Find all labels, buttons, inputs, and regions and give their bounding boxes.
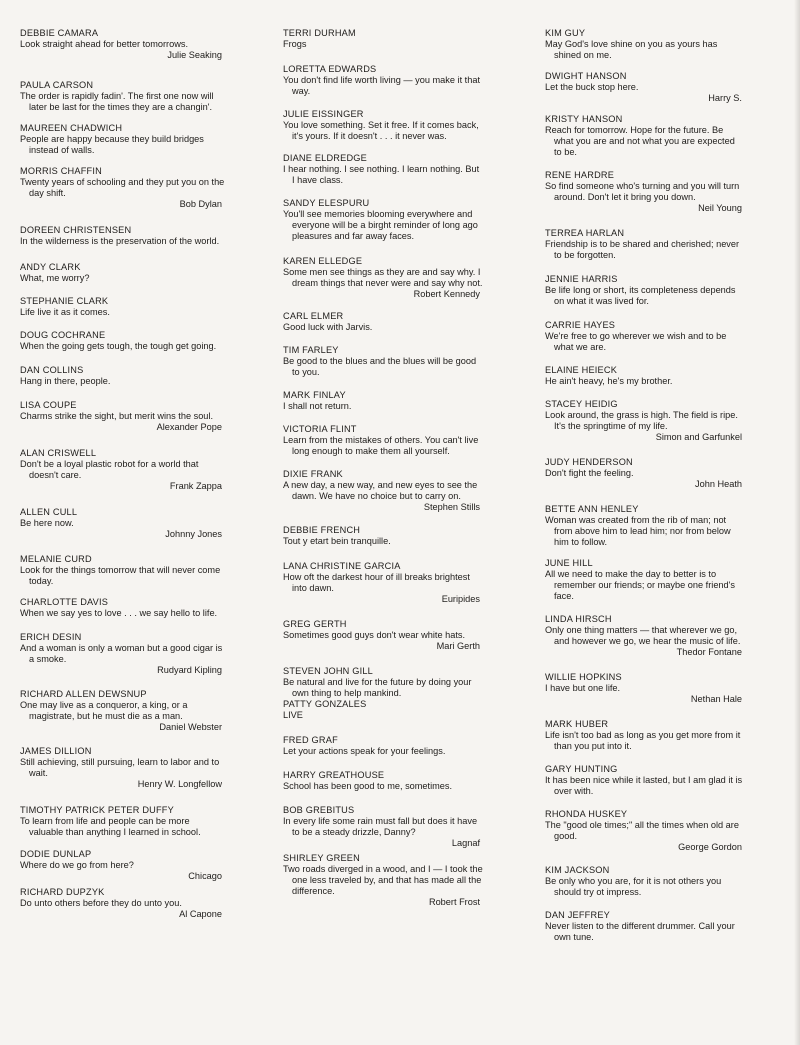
quote-author: Rudyard Kipling bbox=[157, 665, 222, 675]
senior-entry bbox=[545, 865, 745, 898]
student-name: MORRIS CHAFFIN bbox=[20, 166, 102, 176]
student-name: DODIE DUNLAP bbox=[20, 849, 92, 859]
senior-quote: People are happy because they build bridges instead of walls. bbox=[20, 134, 204, 155]
senior-entry bbox=[545, 809, 745, 853]
senior-quote: Life live it as it comes. bbox=[20, 307, 110, 317]
senior-entry bbox=[20, 448, 225, 492]
senior-quote: Sometimes good guys don't wear white hats. bbox=[283, 630, 466, 640]
student-name: JULIE EISSINGER bbox=[283, 109, 364, 119]
quote-author: Frank Zappa bbox=[169, 481, 222, 491]
senior-entry bbox=[545, 274, 745, 307]
student-name: LINDA HIRSCH bbox=[545, 614, 612, 624]
student-name: CARL ELMER bbox=[283, 311, 344, 321]
senior-entry bbox=[545, 228, 745, 261]
senior-quote: You don't find life worth living — you make it that way. bbox=[283, 75, 481, 96]
quote-author: Robert Kennedy bbox=[413, 289, 480, 299]
senior-quote: When we say yes to love . . . we say hello to life. bbox=[20, 608, 218, 618]
senior-entry bbox=[20, 554, 225, 587]
senior-entry bbox=[545, 114, 745, 158]
student-name: DIANE ELDREDGE bbox=[283, 153, 367, 163]
quote-author: Euripides bbox=[441, 594, 480, 604]
senior-quote: Two roads diverged in a wood, and I — I took the one less traveled by, and that has made all the difference. bbox=[283, 864, 483, 896]
student-name: MARK HUBER bbox=[545, 719, 609, 729]
student-name: JENNIE HARRIS bbox=[545, 274, 618, 284]
senior-quote: I have but one life. bbox=[545, 683, 621, 693]
senior-quote: Be here now. bbox=[20, 518, 74, 528]
student-name: KIM JACKSON bbox=[545, 865, 610, 875]
student-name: JUNE HILL bbox=[545, 558, 593, 568]
senior-entry bbox=[20, 330, 225, 352]
student-name: STACEY HEIDIG bbox=[545, 399, 618, 409]
student-name: RICHARD DUPZYK bbox=[20, 887, 105, 897]
student-name: TERREA HARLAN bbox=[545, 228, 625, 238]
senior-quote: The "good ole times;" all the times when old are good. bbox=[545, 820, 739, 841]
senior-quote: Twenty years of schooling and they put you on the day shift. bbox=[20, 177, 225, 198]
senior-entry bbox=[283, 64, 483, 97]
student-name: WILLIE HOPKINS bbox=[545, 672, 622, 682]
senior-entry bbox=[545, 672, 745, 705]
senior-entry bbox=[283, 619, 483, 652]
senior-entry bbox=[20, 849, 225, 882]
student-name: STEPHANIE CLARK bbox=[20, 296, 109, 306]
senior-entry bbox=[283, 770, 483, 792]
student-name: HARRY GREATHOUSE bbox=[283, 770, 385, 780]
senior-quote: Some men see things as they are and say why. I dream things that never were and say why not. bbox=[283, 267, 483, 288]
senior-entry bbox=[545, 614, 745, 658]
quote-author: Alexander Pope bbox=[156, 422, 222, 432]
senior-quote: All we need to make the day to better is to remember our friends; or maybe one friend's face. bbox=[545, 569, 735, 601]
senior-entry bbox=[283, 525, 483, 547]
senior-entry bbox=[283, 390, 483, 412]
senior-quote: May God's love shine on you as yours has shined on me. bbox=[545, 39, 718, 60]
senior-quote: Look around, the grass is high. The field is ripe. It's the springtime of my life. bbox=[545, 410, 738, 431]
senior-entry bbox=[283, 561, 483, 605]
column-1 bbox=[20, 28, 225, 920]
senior-entry bbox=[545, 558, 745, 602]
senior-entry bbox=[283, 735, 483, 757]
student-name: KAREN ELLEDGE bbox=[283, 256, 363, 266]
senior-entry bbox=[20, 805, 225, 838]
student-name: PATTY GONZALES bbox=[283, 699, 367, 709]
senior-entry bbox=[545, 504, 745, 548]
quote-author: Neil Young bbox=[698, 203, 742, 213]
senior-quote: Reach for tomorrow. Hope for the future. Be what you are and not what you are expected to be. bbox=[545, 125, 735, 157]
senior-quote: In the wilderness is the preservation of the world. bbox=[20, 236, 220, 246]
quote-author: Simon and Garfunkel bbox=[655, 432, 742, 442]
senior-quote: You love something. Set it free. If it comes back, it's yours. If it doesn't . . . it never was. bbox=[283, 120, 479, 141]
senior-entry bbox=[20, 225, 225, 247]
quote-author: Johnny Jones bbox=[165, 529, 222, 539]
senior-quote: It has been nice while it lasted, but I am glad it is over with. bbox=[545, 775, 743, 796]
student-name: DIXIE FRANK bbox=[283, 469, 343, 479]
student-name: RENE HARDRE bbox=[545, 170, 615, 180]
student-name: TIMOTHY PATRICK PETER DUFFY bbox=[20, 805, 174, 815]
senior-entry bbox=[545, 399, 745, 443]
senior-entry bbox=[545, 457, 745, 490]
senior-quote: Learn from the mistakes of others. You can't live long enough to make them all yourself. bbox=[283, 435, 479, 456]
senior-quote: We're free to go wherever we wish and to be what we are. bbox=[545, 331, 727, 352]
student-name: LORETTA EDWARDS bbox=[283, 64, 377, 74]
senior-quote: Hang in there, people. bbox=[20, 376, 111, 386]
column-3 bbox=[545, 28, 745, 943]
senior-entry bbox=[20, 507, 225, 540]
senior-quote: Friendship is to be shared and cherished; never to be forgotten. bbox=[545, 239, 740, 260]
student-name: ALLEN CULL bbox=[20, 507, 78, 517]
student-name: LISA COUPE bbox=[20, 400, 77, 410]
student-name: GREG GERTH bbox=[283, 619, 347, 629]
senior-entry bbox=[545, 320, 745, 353]
senior-entry bbox=[283, 198, 483, 242]
senior-quote: In every life some rain must fall but does it have to be a steady drizzle, Danny? bbox=[283, 816, 478, 837]
senior-entry bbox=[545, 365, 745, 387]
senior-entry bbox=[545, 719, 745, 752]
quote-author: Daniel Webster bbox=[159, 722, 222, 732]
student-name: DWIGHT HANSON bbox=[545, 71, 627, 81]
senior-entry bbox=[20, 80, 225, 113]
student-name: DEBBIE CAMARA bbox=[20, 28, 99, 38]
senior-quote: To learn from life and people can be more valuable than anything I learned in school. bbox=[20, 816, 201, 837]
quote-author: Al Capone bbox=[179, 909, 222, 919]
quote-author: Robert Frost bbox=[428, 897, 480, 907]
senior-entry bbox=[283, 424, 483, 457]
senior-entry bbox=[20, 365, 225, 387]
student-name: MAUREEN CHADWICH bbox=[20, 123, 123, 133]
senior-quote: He ain't heavy, he's my brother. bbox=[545, 376, 673, 386]
student-name: FRED GRAF bbox=[283, 735, 338, 745]
senior-quote: Woman was created from the rib of man; not from above him to lead him; nor from below him to follow. bbox=[545, 515, 731, 547]
student-name: ELAINE HEIECK bbox=[545, 365, 618, 375]
senior-quote: You'll see memories blooming everywhere and everyone will be a birght reminder of long ago pleasures and far away faces. bbox=[283, 209, 478, 241]
student-name: RHONDA HUSKEY bbox=[545, 809, 628, 819]
student-name: KIM GUY bbox=[545, 28, 586, 38]
senior-entry bbox=[20, 123, 225, 156]
senior-quote: Let your actions speak for your feelings. bbox=[283, 746, 446, 756]
senior-quote: Charms strike the sight, but merit wins the soul. bbox=[20, 411, 214, 421]
student-name: LANA CHRISTINE GARCIA bbox=[283, 561, 401, 571]
page-edge-shadow bbox=[794, 0, 800, 1045]
senior-quote: I shall not return. bbox=[283, 401, 352, 411]
senior-entry bbox=[545, 71, 745, 104]
student-name: TERRI DURHAM bbox=[283, 28, 356, 38]
quote-author: Thedor Fontane bbox=[676, 647, 742, 657]
senior-entry bbox=[283, 109, 483, 142]
senior-quote: Don't be a loyal plastic robot for a world that doesn't care. bbox=[20, 459, 199, 480]
quote-author: Chicago bbox=[188, 871, 222, 881]
senior-entry bbox=[20, 746, 225, 790]
senior-entry bbox=[20, 400, 225, 433]
student-name: CARRIE HAYES bbox=[545, 320, 616, 330]
senior-entry bbox=[283, 256, 483, 300]
student-name: DOUG COCHRANE bbox=[20, 330, 106, 340]
senior-entry bbox=[20, 632, 225, 676]
senior-quote: Frogs bbox=[283, 39, 307, 49]
student-name: STEVEN JOHN GILL bbox=[283, 666, 373, 676]
senior-entry bbox=[20, 262, 225, 284]
senior-entry bbox=[20, 166, 225, 210]
student-name: GARY HUNTING bbox=[545, 764, 618, 774]
student-name: ALAN CRISWELL bbox=[20, 448, 97, 458]
quote-author: Julie Seaking bbox=[167, 50, 222, 60]
senior-quote: How oft the darkest hour of ill breaks brightest into dawn. bbox=[283, 572, 470, 593]
senior-quote: Look for the things tomorrow that will never come today. bbox=[20, 565, 221, 586]
senior-quote: Look straight ahead for better tomorrows. bbox=[20, 39, 189, 49]
senior-quote: Let the buck stop here. bbox=[545, 82, 639, 92]
senior-quote: Be only who you are, for it is not others you should try ot impress. bbox=[545, 876, 722, 897]
senior-quote: Do unto others before they do unto you. bbox=[20, 898, 182, 908]
senior-quote: A new day, a new way, and new eyes to see the dawn. We have no choice but to carry on. bbox=[283, 480, 478, 501]
senior-quote: I hear nothing. I see nothing. I learn nothing. But I have class. bbox=[283, 164, 480, 185]
student-name: SANDY ELESPURU bbox=[283, 198, 370, 208]
senior-quote: Be life long or short, its completeness depends on what it was lived for. bbox=[545, 285, 736, 306]
student-name: DAN JEFFREY bbox=[545, 910, 610, 920]
student-name: TIM FARLEY bbox=[283, 345, 339, 355]
senior-entry bbox=[283, 699, 483, 721]
senior-entry bbox=[545, 910, 745, 943]
student-name: DEBBIE FRENCH bbox=[283, 525, 361, 535]
student-name: SHIRLEY GREEN bbox=[283, 853, 360, 863]
senior-quote: So find someone who's turning and you will turn around. Don't let it bring you down. bbox=[545, 181, 740, 202]
senior-entry bbox=[20, 28, 225, 61]
senior-quote: LIVE bbox=[283, 710, 303, 720]
student-name: DOREEN CHRISTENSEN bbox=[20, 225, 132, 235]
student-name: MELANIE CURD bbox=[20, 554, 92, 564]
senior-quote: Tout y etart bein tranquille. bbox=[283, 536, 391, 546]
senior-quote: Don't fight the feeling. bbox=[545, 468, 634, 478]
senior-entry bbox=[20, 689, 225, 733]
student-name: JAMES DILLION bbox=[20, 746, 92, 756]
senior-entry bbox=[20, 597, 225, 619]
student-name: PAULA CARSON bbox=[20, 80, 94, 90]
senior-quote: Only one thing matters — that wherever we go, and however we go, we hear the music of life. bbox=[545, 625, 741, 646]
student-name: VICTORIA FLINT bbox=[283, 424, 357, 434]
senior-quote: What, me worry? bbox=[20, 273, 90, 283]
student-name: BETTE ANN HENLEY bbox=[545, 504, 639, 514]
senior-entry bbox=[20, 296, 225, 318]
quote-author: George Gordon bbox=[678, 842, 742, 852]
senior-quote: Never listen to the different drummer. Call your own tune. bbox=[545, 921, 735, 942]
senior-entry bbox=[283, 469, 483, 513]
senior-entry bbox=[20, 887, 225, 920]
senior-entry bbox=[283, 805, 483, 849]
quote-author: Lagnaf bbox=[451, 838, 480, 848]
senior-entry bbox=[283, 666, 483, 699]
student-name: BOB GREBITUS bbox=[283, 805, 355, 815]
quote-author: Bob Dylan bbox=[179, 199, 222, 209]
student-name: RICHARD ALLEN DEWSNUP bbox=[20, 689, 147, 699]
senior-entry bbox=[283, 345, 483, 378]
senior-entry bbox=[283, 311, 483, 333]
student-name: KRISTY HANSON bbox=[545, 114, 623, 124]
senior-quote: Be good to the blues and the blues will be good to you. bbox=[283, 356, 477, 377]
student-name: ERICH DESIN bbox=[20, 632, 82, 642]
senior-entry bbox=[545, 170, 745, 214]
senior-quote: Good luck with Jarvis. bbox=[283, 322, 373, 332]
student-name: CHARLOTTE DAVIS bbox=[20, 597, 109, 607]
senior-quote: When the going gets tough, the tough get going. bbox=[20, 341, 217, 351]
senior-entry bbox=[545, 28, 745, 61]
student-name: MARK FINLAY bbox=[283, 390, 346, 400]
senior-quote: Be natural and live for the future by doing your own thing to help mankind. bbox=[283, 677, 472, 698]
senior-quote: Life isn't too bad as long as you get more from it than you put into it. bbox=[545, 730, 741, 751]
senior-quote: School has been good to me, sometimes. bbox=[283, 781, 453, 791]
senior-entry bbox=[283, 28, 483, 50]
student-name: DAN COLLINS bbox=[20, 365, 84, 375]
senior-entry bbox=[283, 853, 483, 908]
senior-quote: One may live as a conqueror, a king, or a magistrate, but he must die as a man. bbox=[20, 700, 188, 721]
senior-quote: Where do we go from here? bbox=[20, 860, 134, 870]
student-name: JUDY HENDERSON bbox=[545, 457, 633, 467]
senior-quote: Still achieving, still pursuing, learn to labor and to wait. bbox=[20, 757, 220, 778]
column-2 bbox=[283, 28, 483, 908]
senior-quote: And a woman is only a woman but a good cigar is a smoke. bbox=[20, 643, 223, 664]
quote-author: Stephen Stills bbox=[423, 502, 480, 512]
senior-quote: The order is rapidly fadin'. The first one now will later be last for the times they are a changin'. bbox=[20, 91, 214, 112]
student-name: ANDY CLARK bbox=[20, 262, 81, 272]
quote-author: Mari Gerth bbox=[436, 641, 480, 651]
quote-author: Harry S. bbox=[708, 93, 742, 103]
senior-entry bbox=[283, 153, 483, 186]
quote-author: Henry W. Longfellow bbox=[137, 779, 222, 789]
senior-entry bbox=[545, 764, 745, 797]
quote-author: Nethan Hale bbox=[690, 694, 742, 704]
quote-author: John Heath bbox=[695, 479, 742, 489]
